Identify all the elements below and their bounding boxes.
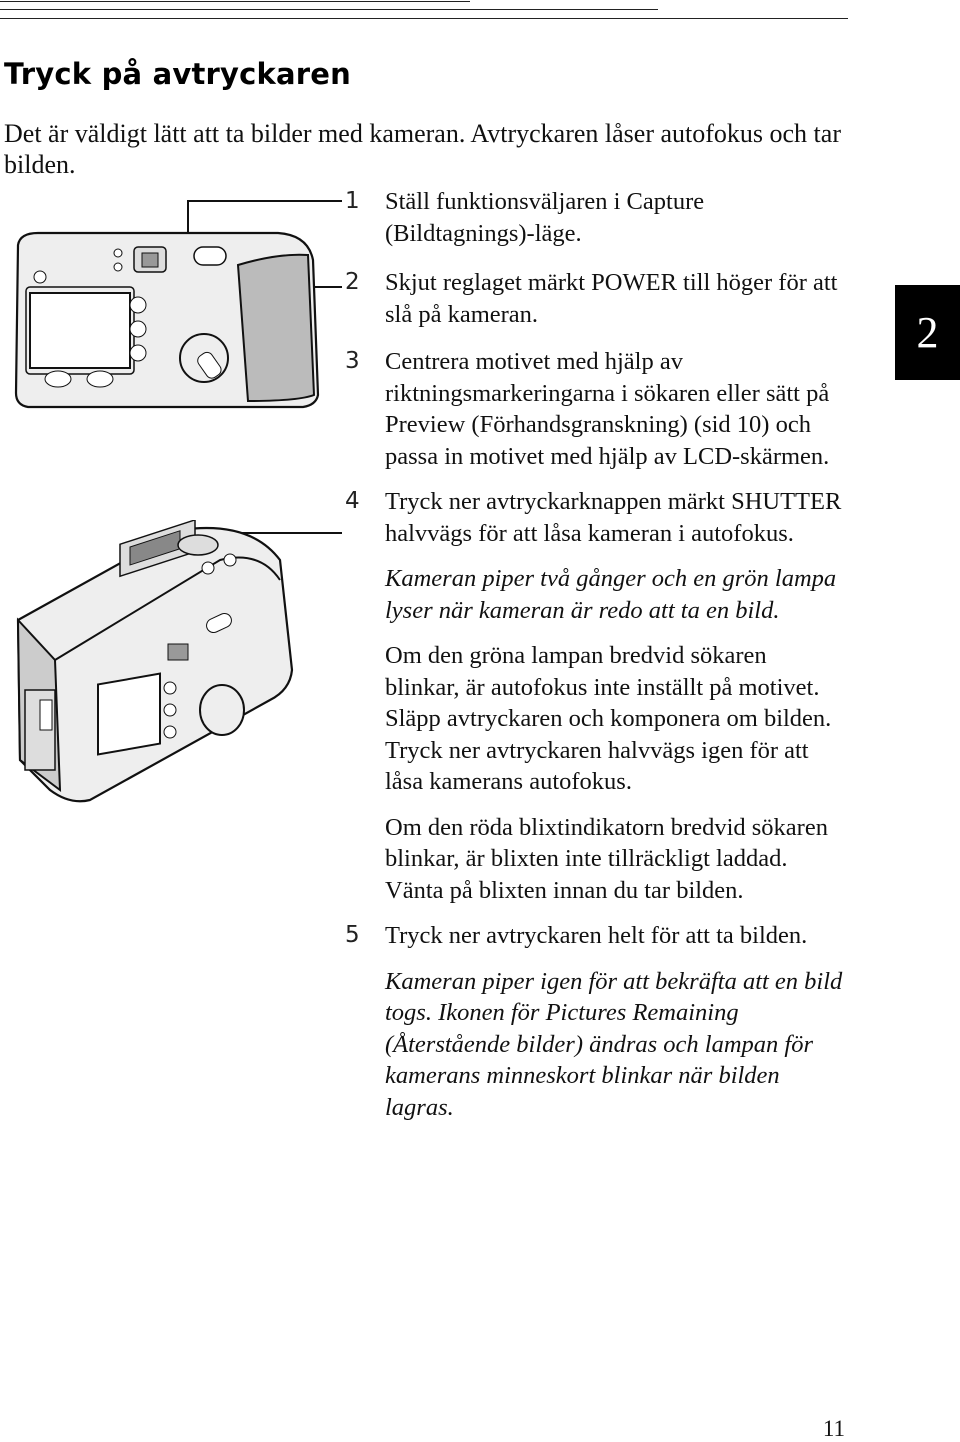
step-text: Tryck ner avtryckarknappen märkt SHUTTER halvvägs för att låsa kameran i autofokus.	[385, 488, 842, 547]
step-text: Tryck ner avtryckaren helt för att ta bilden.	[385, 922, 808, 949]
step-number: 5	[345, 922, 360, 948]
step-4	[345, 486, 845, 549]
step-2	[345, 267, 845, 330]
step-number: 4	[345, 488, 360, 514]
step-text: Skjut reglaget märkt POWER till höger för att slå på kameran.	[385, 269, 838, 328]
step-4-note-italic: Kameran piper två gånger och en grön lampa lyser när kameran är redo att ta en bild.	[385, 565, 837, 624]
step-number: 1	[345, 188, 360, 214]
step-1	[345, 186, 845, 249]
steps-list	[345, 186, 845, 1123]
step-3	[345, 346, 845, 472]
step-number: 2	[345, 269, 360, 295]
step-5	[345, 920, 845, 952]
step-text: Ställ funktionsväljaren i Capture (Bildtagnings)-läge.	[385, 188, 705, 247]
step-text: Centrera motivet med hjälp av riktningsmarkeringarna i sökaren eller sätt på Preview (Förhandsgranskning) (sid 10) och passa in motivet med hjälp av LCD-skärmen.	[385, 348, 830, 470]
page-number: 11	[822, 1416, 845, 1441]
camera-back-illustration	[8, 225, 328, 420]
intro-text: Det är väldigt lätt att ta bilder med kameran. Avtryckaren låser autofokus och tar bilden.	[4, 119, 841, 179]
chapter-number: 2	[916, 308, 939, 357]
camera-perspective-illustration	[10, 520, 300, 810]
page-title: Tryck på avtryckaren	[4, 57, 352, 91]
step-4-note-flash: Om den röda blixtindikatorn bredvid sökaren blinkar, är blixten inte tillräckligt laddad. Vänta på blixten innan du tar bilden.	[385, 813, 828, 904]
step-number: 3	[345, 348, 360, 374]
step-4-note-autofocus: Om den gröna lampan bredvid sökaren blinkar, är autofokus inte inställt på motivet. Släpp avtryckaren och komponera om bilden. Tryck ner avtryckaren halvvägs igen för att låsa kamerans autofokus.	[385, 642, 832, 795]
step-5-note-italic: Kameran piper igen för att bekräfta att en bild togs. Ikonen för Pictures Remaining (Återstående bilder) ändras och lampan för kamerans minneskort blinkar när bilden lagras.	[385, 967, 843, 1121]
